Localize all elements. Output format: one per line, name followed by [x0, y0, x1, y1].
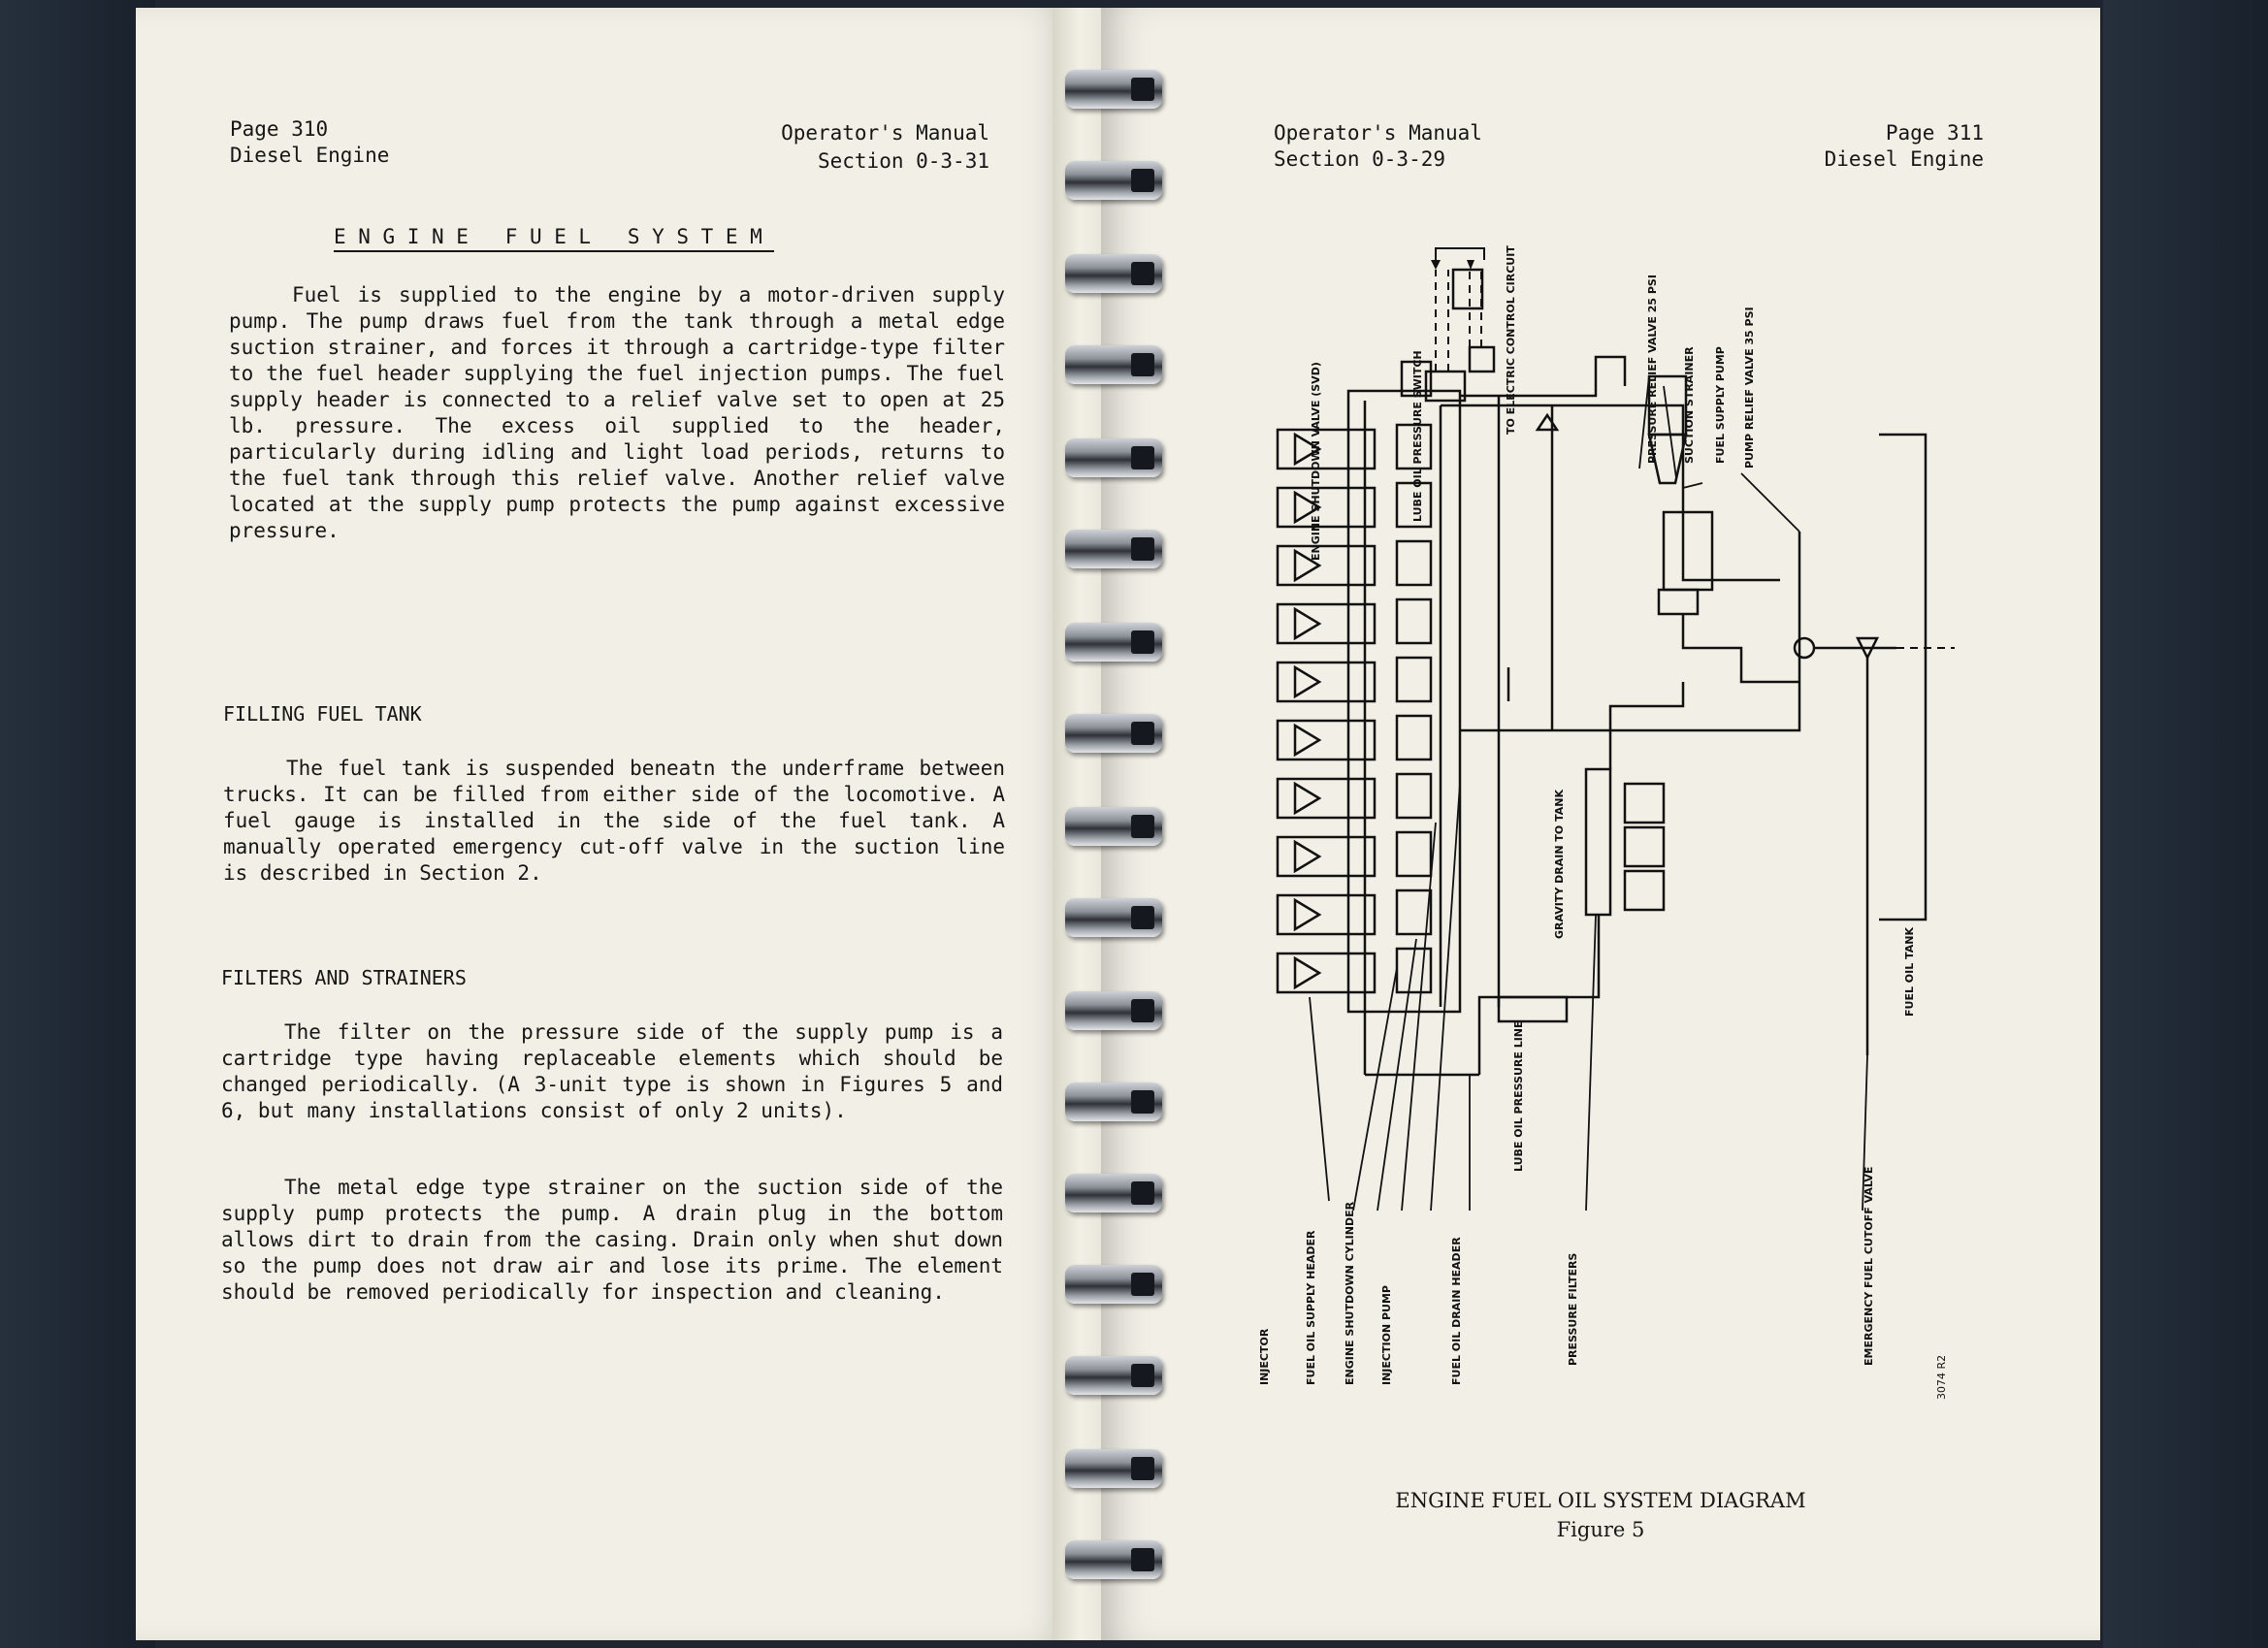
page-subtitle-right: Diesel Engine — [1824, 147, 1984, 171]
binder-cover-right — [2103, 0, 2268, 1648]
label-lube-oil-pressure-line: LUBE OIL PRESSURE LINE — [1512, 1020, 1525, 1172]
binding-ring — [1065, 345, 1162, 384]
binding-ring — [1065, 1449, 1162, 1488]
section-left: Section 0-3-31 — [817, 149, 989, 173]
binding-ring — [1065, 1174, 1162, 1212]
label-fuel-oil-drain-header: FUEL OIL DRAIN HEADER — [1450, 1237, 1463, 1385]
binding-ring — [1065, 161, 1162, 200]
binding-ring — [1065, 991, 1162, 1030]
left-page — [136, 8, 1072, 1640]
label-emergency-cutoff: EMERGENCY FUEL CUTOFF VALVE — [1863, 1166, 1875, 1366]
label-lube-oil-switch: LUBE OIL PRESSURE SWITCH — [1411, 350, 1424, 522]
binding-ring — [1065, 898, 1162, 937]
injector-row-6 — [1278, 716, 1431, 759]
label-engine-shutdown-cylinder: ENGINE SHUTDOWN CYLINDER — [1344, 1201, 1356, 1385]
figure-caption-title: ENGINE FUEL OIL SYSTEM DIAGRAM — [1395, 1489, 1806, 1512]
filters-paragraph-2: The metal edge type strainer on the suction side of the supply pump protects the pump. A drain plug in the bottom allows dirt to drain from the casing. Drain only when shut down so the pump does not draw air and lose its prime. The element should be removed periodically for inspection and cleaning. — [221, 1176, 1003, 1304]
filters-paragraph-1: The filter on the pressure side of the supply pump is a cartridge type having replaceable elements which should be changed periodically. (A 3-unit type is shown in Figures 5 and 6, but many installations consist of only 2 units). — [221, 1020, 1003, 1122]
drawing-number: 3074 R2 — [1935, 1354, 1948, 1400]
label-suction-strainer: SUCTION STRAINER — [1683, 346, 1696, 464]
binding-ring — [1065, 1083, 1162, 1121]
label-injection-pump: INJECTION PUMP — [1380, 1285, 1393, 1385]
binding-ring — [1065, 623, 1162, 662]
injector-row-5 — [1278, 658, 1431, 701]
filling-heading: FILLING FUEL TANK — [223, 702, 422, 726]
label-fuel-oil-supply-header: FUEL OIL SUPPLY HEADER — [1305, 1230, 1317, 1385]
label-pressure-filters: PRESSURE FILTERS — [1567, 1252, 1579, 1366]
filling-paragraph: The fuel tank is suspended beneatn the underframe between trucks. It can be filled from either side of the locomotive. A fuel gauge is installed in the side of the fuel tank. A manually operated emergency cut-off valve in the suction line is described in Section 2. — [223, 757, 1005, 885]
binding-ring — [1065, 530, 1162, 568]
binder-cover-left — [0, 0, 155, 1648]
injector-row-7 — [1278, 774, 1431, 818]
section-right: Section 0-3-29 — [1274, 147, 1446, 171]
injector-row-10 — [1278, 949, 1431, 992]
label-fuel-supply-pump: FUEL SUPPLY PUMP — [1714, 346, 1727, 464]
binding-ring — [1065, 807, 1162, 846]
manual-title-right: Operator's Manual — [1274, 121, 1482, 145]
injector-row-8 — [1278, 832, 1431, 876]
page-subtitle-left: Diesel Engine — [230, 144, 390, 167]
binding-ring — [1065, 254, 1162, 293]
section-heading: ENGINE FUEL SYSTEM — [334, 225, 774, 252]
filters-heading: FILTERS AND STRAINERS — [221, 966, 467, 989]
injector-row-3 — [1278, 541, 1431, 585]
injector-row-1 — [1278, 425, 1431, 469]
label-engine-shutdown-valve: ENGINE SHUTDOWN VALVE (SVD) — [1310, 362, 1322, 561]
right-page — [1101, 8, 2100, 1640]
label-pressure-relief-25: PRESSURE RELIEF VALVE 25 PSI — [1646, 275, 1659, 464]
page-number-left: Page 310 — [230, 117, 329, 141]
binding-ring — [1065, 714, 1162, 753]
page-number-right: Page 311 — [1885, 121, 1984, 145]
fuel-oil-system-diagram — [1258, 241, 1974, 1434]
intro-paragraph: Fuel is supplied to the engine by a motor-driven supply pump. The pump draws fuel from the tank through a metal edge suction strainer, and forces it through a cartridge-type filter to the fuel header supplying the fuel injection pumps. The fuel supply header is connected to a relief valve set to open at 25 lb. pressure. The excess oil supplied to the header, particularly during idling and light load periods, returns to the fuel tank through this relief valve. Another relief valve located at the supply pump protects the pump against excessive pressure. — [229, 283, 1005, 542]
label-gravity-drain: GRAVITY DRAIN TO TANK — [1553, 790, 1566, 939]
binding-ring — [1065, 70, 1162, 109]
binding-ring — [1065, 1540, 1162, 1579]
label-injector: INJECTOR — [1258, 1328, 1271, 1385]
label-electric-control: TO ELECTRIC CONTROL CIRCUIT — [1505, 245, 1517, 435]
injector-row-2 — [1278, 483, 1431, 527]
binding-ring — [1065, 438, 1162, 477]
binding-ring — [1065, 1265, 1162, 1304]
binding-ring — [1065, 1356, 1162, 1395]
figure-caption-number: Figure 5 — [1556, 1518, 1645, 1541]
label-pump-relief-35: PUMP RELIEF VALVE 35 PSI — [1743, 307, 1756, 469]
label-fuel-oil-tank: FUEL OIL TANK — [1903, 927, 1916, 1017]
manual-title-left: Operator's Manual — [781, 121, 989, 145]
injector-row-9 — [1278, 890, 1431, 934]
injector-row-4 — [1278, 599, 1431, 643]
